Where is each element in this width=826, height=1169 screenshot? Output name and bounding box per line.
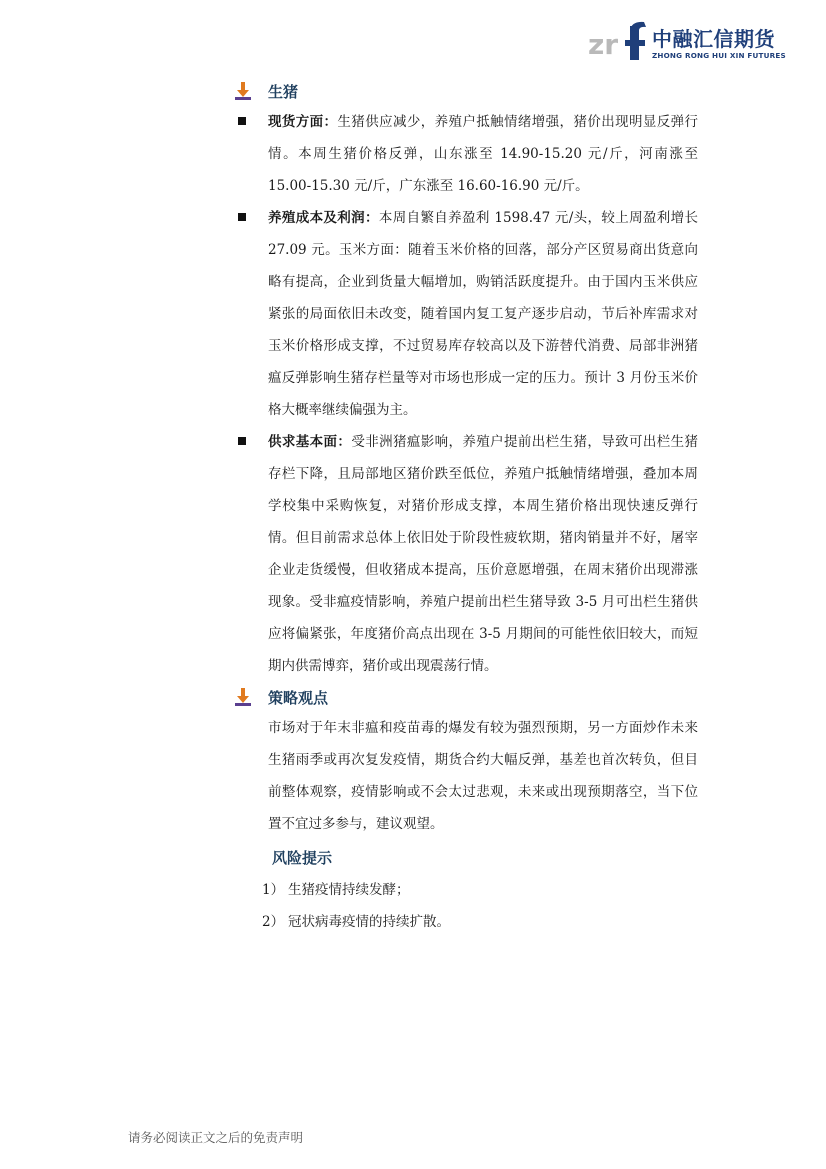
paragraph-supply-demand xyxy=(268,426,698,682)
risk-item-number: 2） xyxy=(262,914,285,930)
company-logo xyxy=(588,20,788,64)
risk-item-text: 生猪疫情持续发酵； xyxy=(288,882,410,898)
risk-item-number: 1） xyxy=(262,882,285,898)
risk-item xyxy=(262,906,698,938)
square-bullet-icon xyxy=(238,213,246,221)
footer-disclaimer: 请务必阅读正文之后的免责声明 xyxy=(128,1130,304,1145)
paragraph-strategy: 市场对于年末非瘟和疫苗毒的爆发有较为强烈预期，另一方面炒作未来生猪雨季或再次复发疫情，期货合约大幅反弹，基差也首次转负，但目前整体观察，疫情影响或不会太过悲观，未来或出现预期落空，当下位置不宜过多参与，建议观望。 xyxy=(268,720,698,832)
risk-item xyxy=(262,874,698,906)
section-header-strategy xyxy=(232,682,698,712)
zrf-logo-mark xyxy=(588,20,650,64)
label-spot: 现货方面： xyxy=(268,114,338,130)
logo-company-name-en: ZHONG RONG HUI XIN FUTURES xyxy=(652,51,786,60)
arrow-down-bullet-icon xyxy=(232,80,260,102)
section-header-pig xyxy=(232,76,698,106)
label-supply-demand: 供求基本面： xyxy=(268,434,352,450)
square-bullet-icon xyxy=(238,437,246,445)
svg-text:zr: zr xyxy=(588,28,619,61)
paragraph-spot xyxy=(268,106,698,202)
risk-item-text: 冠状病毒疫情的持续扩散。 xyxy=(288,914,450,930)
bullet-cost-profit xyxy=(232,202,698,426)
bullet-spot xyxy=(232,106,698,202)
risk-title: 风险提示 xyxy=(272,849,333,867)
logo-company-name-cn: 中融汇信期货 xyxy=(652,27,775,51)
risk-list xyxy=(262,874,698,938)
text-cost-profit: 本周自繁自养盈利 1598.47 元/头，较上周盈利增长 27.09 元。玉米方面：随着玉米价格的回落，部分产区贸易商出货意向略有提高，企业到货量大幅增加，购销活跃度提升。由于国内玉米供应紧张的局面依旧未改变，随着国内复工复产逐步启动，节后补库需求对玉米价格形成支撑，不过贸易库存较高以及下游替代消费、局部非洲猪瘟反弹影响生猪存栏量等对市场也形成一定的压力。预计 3 月份玉米价格大概率继续偏强为主。 xyxy=(268,210,698,418)
bullet-supply-demand xyxy=(232,426,698,682)
text-supply-demand: 受非洲猪瘟影响，养殖户提前出栏生猪，导致可出栏生猪存栏下降，且局部地区猪价跌至低位，养殖户抵触情绪增强，叠加本周学校集中采购恢复，对猪价形成支撑，本周生猪价格出现快速反弹行情。但目前需求总体上依旧处于阶段性疲软期，猪肉销量并不好，屠宰企业走货缓慢，但收猪成本提高，压价意愿增强，在周末猪价出现滞涨现象。受非瘟疫情影响，养殖户提前出栏生猪导致 3-5 月可出栏生猪供应将偏紧张，年度猪价高点出现在 3-5 月期间的可能性依旧较大，而短期内供需博弈，猪价或出现震荡行情。 xyxy=(268,434,699,674)
arrow-down-bullet-icon xyxy=(232,686,260,708)
text-spot: 生猪供应减少，养殖户抵触情绪增强，猪价出现明显反弹行情。本周生猪价格反弹，山东涨至 14.90-15.20 元/斤，河南涨至 15.00-15.30 元/斤，广东涨至 16.60-16.90 元/斤。 xyxy=(268,114,699,194)
main-content xyxy=(232,76,698,938)
square-bullet-icon xyxy=(238,117,246,125)
section-title-pig: 生猪 xyxy=(268,82,299,101)
section-title-strategy: 策略观点 xyxy=(268,688,329,707)
label-cost-profit: 养殖成本及利润： xyxy=(268,210,379,226)
strategy-body xyxy=(232,712,698,840)
paragraph-cost-profit xyxy=(268,202,698,426)
